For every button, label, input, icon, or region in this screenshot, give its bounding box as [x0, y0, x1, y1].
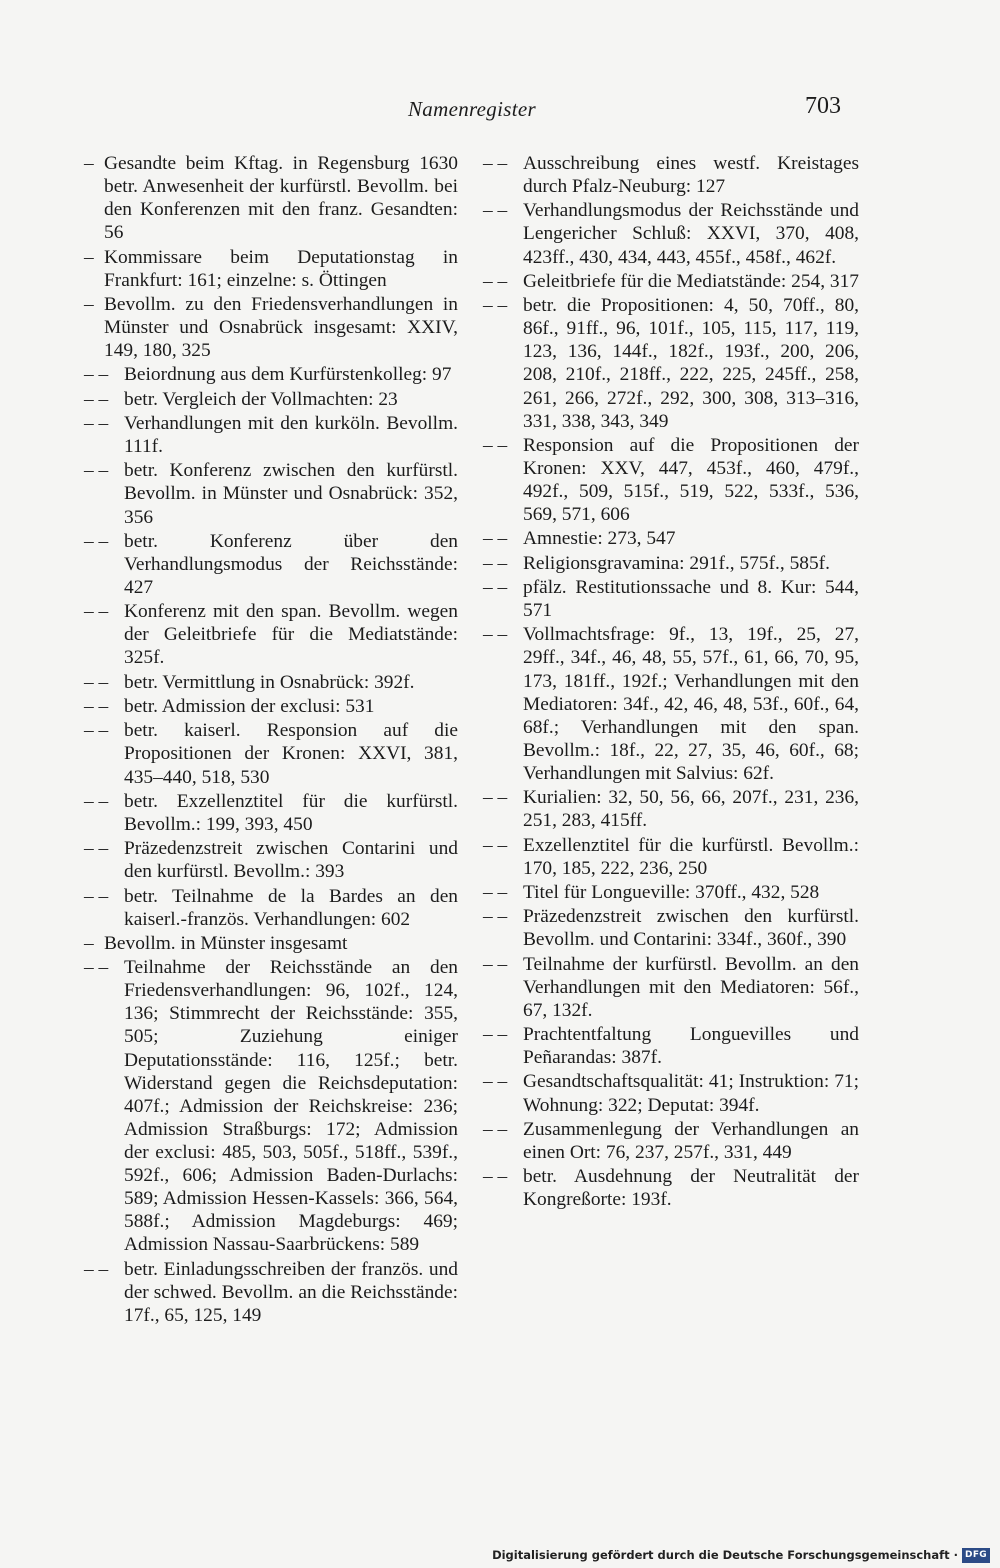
entry-text: Teilnahme der kurfürstl. Bevollm. an den Verhandlungen mit den Mediatoren: 56f., 67, 132f. — [523, 953, 859, 1021]
index-entry — [84, 412, 458, 458]
entry-dash: – — [84, 246, 94, 268]
index-entry — [84, 885, 458, 931]
entry-dash: – – — [483, 1071, 508, 1093]
entry-dash: – – — [483, 153, 508, 174]
index-entry — [84, 1258, 458, 1327]
index-entry — [483, 152, 859, 198]
entry-text: Bevollm. zu den Friedensverhandlungen in Münster und Osnabrück insgesamt: XXIV, 149, 180, 325 — [104, 293, 458, 362]
index-entry — [483, 576, 859, 622]
index-entry — [483, 527, 859, 550]
entry-text: Religionsgravamina: 291f., 575f., 585f. — [523, 552, 830, 574]
entry-text: Kurialien: 32, 50, 56, 66, 207f., 231, 236, 251, 283, 415ff. — [523, 787, 859, 832]
entry-dash: – – — [84, 838, 109, 860]
entry-text: pfälz. Restitutionssache und 8. Kur: 544, 571 — [523, 577, 859, 622]
entry-dash: – — [84, 932, 94, 954]
index-entry — [483, 953, 859, 1022]
entry-dash: – — [84, 293, 94, 315]
index-entry — [84, 600, 458, 669]
entry-text: betr. Exzellenztitel für die kurfürstl. Bevollm.: 199, 393, 450 — [124, 790, 458, 835]
entry-dash: – – — [84, 1258, 109, 1280]
entry-text: Prachtentfaltung Longuevilles und Peñarandas: 387f. — [523, 1024, 859, 1069]
entry-dash: – – — [84, 790, 109, 812]
entry-text: betr. Vermittlung in Osnabrück: 392f. — [124, 671, 415, 693]
entry-dash: – – — [84, 957, 109, 979]
entry-dash: – — [84, 153, 94, 174]
index-entry — [483, 294, 859, 433]
dfg-logo: DFG — [962, 1548, 990, 1563]
entry-dash: – – — [84, 885, 109, 907]
index-entry — [483, 623, 859, 785]
index-entry — [84, 530, 458, 599]
entry-dash: – – — [84, 671, 109, 693]
entry-dash: – – — [483, 200, 508, 222]
page-footer — [0, 1538, 1000, 1568]
entry-text: betr. Ausdehnung der Neutralität der Kongreßorte: 193f. — [523, 1166, 859, 1211]
index-entry — [483, 270, 859, 293]
index-entry — [483, 905, 859, 951]
entry-dash: – – — [483, 270, 508, 292]
index-entry — [84, 790, 458, 836]
entry-dash: – – — [84, 696, 109, 718]
entry-dash: – – — [483, 1118, 508, 1140]
entry-dash: – – — [483, 906, 508, 928]
entry-dash: – – — [483, 1024, 508, 1046]
entry-dash: – – — [483, 787, 508, 809]
page-number: 703 — [805, 93, 841, 119]
index-entry — [483, 786, 859, 832]
index-entry — [84, 246, 458, 292]
entry-dash: – – — [84, 601, 109, 623]
index-entry — [84, 837, 458, 883]
entry-dash: – – — [84, 720, 109, 742]
entry-text: betr. Konferenz zwischen den kurfürstl. Bevollm. in Münster und Osnabrück: 352, 356 — [124, 460, 458, 528]
page-header — [0, 93, 1000, 125]
index-entry — [84, 695, 458, 718]
entry-text: Gesandtschaftsqualität: 41; Instruktion: 71; Wohnung: 322; Deputat: 394f. — [523, 1071, 859, 1116]
entry-text: Beiordnung aus dem Kurfürstenkolleg: 97 — [124, 364, 452, 386]
digitization-credit: Digitalisierung gefördert durch die Deutsche Forschungsgemeinschaft · — [492, 1548, 958, 1562]
entry-text: Verhandlungsmodus der Reichsstände und Lengericher Schluß: XXVI, 370, 408, 423ff., 430, 434, 443, 455f., 458f., 462f. — [523, 200, 859, 268]
entry-text: Zusammenlegung der Verhandlungen an einen Ort: 76, 237, 257f., 331, 449 — [523, 1118, 859, 1163]
entry-dash: – – — [483, 881, 508, 903]
index-entry — [483, 1118, 859, 1164]
entry-text: Responsion auf die Propositionen der Kronen: XXV, 447, 453f., 460, 479f., 492f., 509, 515f., 519, 522, 533f., 536, 569, 571, 606 — [523, 434, 859, 526]
entry-text: betr. Vergleich der Vollmachten: 23 — [124, 388, 398, 410]
entry-dash: – – — [483, 624, 508, 646]
index-entry — [84, 152, 458, 244]
entry-text: Präzedenzstreit zwischen den kurfürstl. Bevollm. und Contarini: 334f., 360f., 390 — [523, 906, 859, 951]
entry-text: Titel für Longueville: 370ff., 432, 528 — [523, 881, 820, 903]
entry-text: betr. kaiserl. Responsion auf die Propositionen der Kronen: XXVI, 381, 435–440, 518, 530 — [124, 720, 458, 788]
entry-dash: – – — [483, 434, 508, 456]
entry-text: Amnestie: 273, 547 — [523, 528, 676, 550]
entry-text: Präzedenzstreit zwischen Contarini und den kurfürstl. Bevollm.: 393 — [124, 838, 458, 883]
index-entry — [483, 1165, 859, 1211]
index-entry — [84, 719, 458, 788]
entry-text: Gesandte beim Kftag. in Regensburg 1630 betr. Anwesenheit der kurfürstl. Bevollm. bei den Konferenzen mit den franz. Gesandten: 56 — [104, 153, 458, 244]
index-entry — [84, 932, 458, 955]
index-entry — [483, 834, 859, 880]
entry-dash: – – — [483, 834, 508, 856]
entry-dash: – – — [483, 552, 508, 574]
index-entry — [84, 671, 458, 694]
index-entry — [483, 881, 859, 904]
entry-text: betr. Konferenz über den Verhandlungsmodus der Reichsstände: 427 — [124, 530, 458, 598]
entry-text: betr. Admission der exclusi: 531 — [124, 696, 375, 718]
entry-dash: – – — [483, 1166, 508, 1188]
entry-dash: – – — [483, 577, 508, 598]
entry-dash: – – — [84, 460, 109, 482]
entry-dash: – – — [84, 530, 109, 552]
entry-text: Verhandlungen mit den kurköln. Bevollm. 111f. — [124, 412, 458, 458]
entry-text: Vollmachtsfrage: 9f., 13, 19f., 25, 27, 29ff., 34f., 46, 48, 55, 57f., 61, 66, 70, 95, 173, 181ff., 192f.; Verhandlungen mit den Mediatoren: 34f., 42, 46, 48, 53f., 60f., 64, 68f.; Verhandlungen mit den span. Bevollm.: 18f., 22, 27, 35, 46, 60f., 68; Verhandlungen mit Salvius: 62f. — [523, 624, 859, 784]
index-entry — [483, 1070, 859, 1116]
entry-text: Ausschreibung eines westf. Kreistages durch Pfalz-Neuburg: 127 — [523, 153, 859, 198]
entry-dash: – – — [84, 412, 109, 434]
entry-text: Exzellenztitel für die kurfürstl. Bevollm.: 170, 185, 222, 236, 250 — [523, 834, 859, 879]
right-column — [483, 152, 859, 1213]
entry-dash: – – — [84, 364, 109, 386]
index-entry — [483, 1023, 859, 1069]
entry-text: Geleitbriefe für die Mediatstände: 254, 317 — [523, 270, 859, 292]
index-entry — [84, 956, 458, 1256]
index-entry — [483, 199, 859, 268]
index-entry — [84, 293, 458, 362]
entry-dash: – – — [483, 528, 508, 550]
left-column — [84, 152, 458, 1328]
entry-text: Konferenz mit den span. Bevollm. wegen der Geleitbriefe für die Mediatstände: 325f. — [124, 601, 458, 669]
entry-text: Kommissare beim Deputationstag in Frankfurt: 161; einzelne: s. Öttingen — [104, 246, 458, 291]
entry-text: Teilnahme der Reichsstände an den Friedensverhandlungen: 96, 102f., 124, 136; Stimmrecht der Reichsstände: 355, 505; Zuziehung einiger Deputationsstände: 116, 125f.; betr. Widerstand gegen die Reichsdeputation: 407f.; Admission der Reichskreise: 236; Admission Straßburgs: 172; Admission der exclusi: 485, 503, 505f., 518ff., 539f., 592f., 606; Admission Baden-Durlachs: 589; Admission Hessen-Kassels: 366, 564, 588f.; Admission Magdeburgs: 469; Admission Nassau-Saarbrückens: 589 — [124, 957, 458, 1256]
entry-text: Bevollm. in Münster insgesamt — [104, 932, 348, 954]
entry-text: betr. die Propositionen: 4, 50, 70ff., 80, 86f., 91ff., 96, 101f., 105, 115, 117, 119, 123, 136, 144f., 182f., 193f., 200, 206, 208, 210f., 218ff., 222, 225, 245ff., 258, 261, 266, 272f., 292, 300, 308, 313–316, 331, 338, 343, 349 — [523, 295, 859, 432]
entry-text: betr. Teilnahme de la Bardes an den kaiserl.-französ. Verhandlungen: 602 — [124, 885, 458, 930]
entry-dash: – – — [483, 295, 508, 317]
index-entry — [84, 388, 458, 411]
index-entry — [483, 434, 859, 526]
running-head: Namenregister — [408, 97, 536, 121]
entry-text: betr. Einladungsschreiben der französ. und der schwed. Bevollm. an die Reichsstände: 17f., 65, 125, 149 — [124, 1258, 458, 1326]
index-entry — [483, 552, 859, 575]
index-entry — [84, 459, 458, 528]
entry-dash: – – — [84, 388, 109, 410]
entry-dash: – – — [483, 953, 508, 975]
index-entry — [84, 363, 458, 386]
